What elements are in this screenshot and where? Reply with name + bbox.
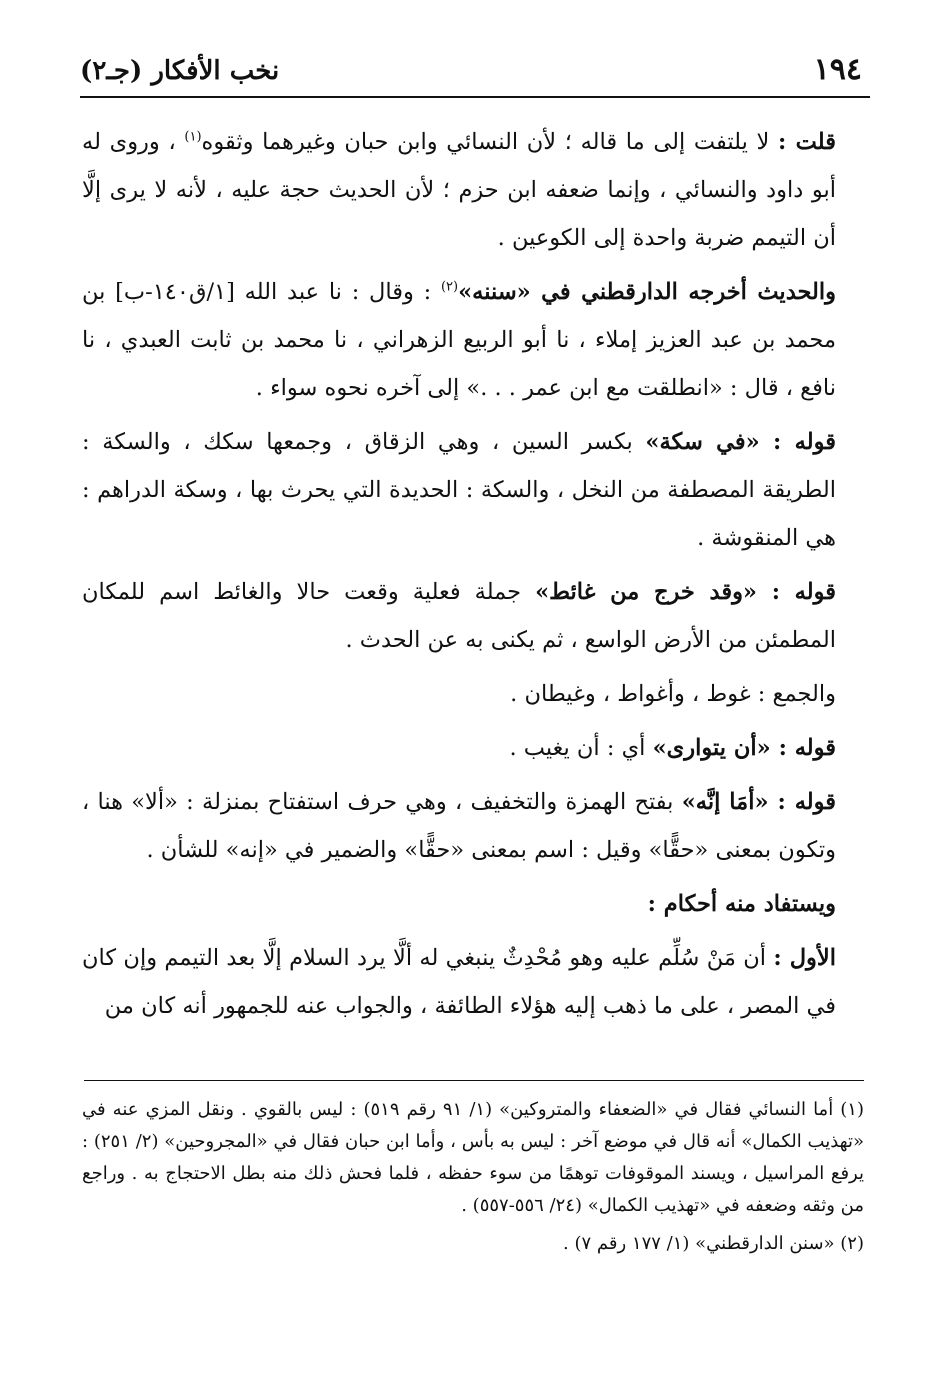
paragraph-lead: قوله : «وقد خرج من غائط» [535, 579, 836, 605]
footnotes [82, 1094, 864, 1266]
paragraph [82, 418, 864, 562]
paragraph-lead: قوله : «في سكة» [645, 429, 836, 455]
section-heading [82, 880, 864, 928]
footnote-ref[interactable]: (٢) [440, 279, 459, 295]
footnote-ref[interactable]: (١) [184, 129, 202, 145]
paragraph [82, 118, 864, 262]
paragraph-tail: ، وروى له أبو داود والنسائي ، وإنما ضعفه ابن حزم ؛ لأن الحديث حجة عليه ، لأنه لا يرى إلَّا أن التيمم ضربة واحدة إلى الكوعين . [82, 129, 836, 251]
footnote-divider [84, 1080, 864, 1081]
footnote: (١) أما النسائي فقال في «الضعفاء والمتروكين» (١/ ٩١ رقم ٥١٩) : ليس بالقوي . ونقل المزي عنه في «تهذيب الكمال» أنه قال في موضع آخر : ليس به بأس ، وأما ابن حبان فقال في «المجروحين» (٢/ ٢٥١) : يرفع المراسيل ، ويسند الموقوفات توهمًا من سوء حفظه ، فلما فحش ذلك منه بطل الاحتجاج به . وراجع من وثقه وضعفه في «تهذيب الكمال» (٢٤/ ٥٥٦-٥٥٧) . [82, 1099, 864, 1216]
paragraph-lead: ويستفاد منه أحكام : [647, 891, 836, 917]
paragraph-lead: قوله : «أمَا إنَّه» [681, 789, 837, 815]
paragraph [82, 268, 864, 412]
paragraph-text: أي : أن يغيب . [509, 735, 653, 761]
paragraph-text: والجمع : غوط ، وأغواط ، وغيطان . [510, 681, 836, 707]
paragraph-tail: : وقال : نا عبد الله [١/ق١٤٠-ب] بن محمد بن عبد العزيز إملاء ، نا أبو الربيع الزهراني ، نا محمد بن ثابت العبدي ، نا نافع ، قال : «انطلقت مع ابن عمر . . .» إلى آخره نحوه سواء . [82, 279, 836, 401]
paragraph-text: بفتح الهمزة والتخفيف ، وهي حرف استفتاح بمنزلة : «ألا» هنا ، وتكون بمعنى «حقًّا» وقيل : اسم بمعنى «حقًّا» والضمير في «إنه» للشأن . [82, 789, 836, 863]
page-header [80, 50, 870, 98]
paragraph-text: بكسر السين ، وهي الزقاق ، وجمعها سكك ، والسكة : الطريقة المصطفة من النخل ، والسكة : الحديدة التي يحرث بها ، وسكة الدراهم : هي المنقوشة . [82, 429, 836, 551]
main-text [82, 118, 864, 1036]
paragraph-lead: قلت : [778, 129, 836, 155]
paragraph [82, 724, 864, 772]
paragraph-text: جملة فعلية وقعت حالا والغائط اسم للمكان المطمئن من الأرض الواسع ، ثم يكنى به عن الحدث . [82, 579, 836, 653]
page-number: ١٩٤ [813, 52, 862, 87]
paragraph-lead: الأول : [773, 945, 836, 971]
paragraph [82, 568, 864, 664]
paragraph [82, 934, 864, 1030]
paragraph-lead: والحديث أخرجه الدارقطني في «سننه» [458, 279, 836, 305]
paragraph [82, 778, 864, 874]
paragraph-text: لا يلتفت إلى ما قاله ؛ لأن النسائي وابن حبان وغيرهما وثقوه [201, 129, 779, 155]
paragraph-lead: قوله : «أن يتوارى» [652, 735, 836, 761]
book-title: نخب الأفكار (جـ٢) [80, 56, 280, 86]
paragraph-text: أن مَنْ سُلِّم عليه وهو مُحْدِثٌ ينبغي له ألَّا يرد السلام إلَّا بعد التيمم وإن كان في المصر ، على ما ذهب إليه هؤلاء الطائفة ، والجواب عنه للجمهور أنه كان من [82, 945, 836, 1019]
paragraph [82, 670, 864, 718]
footnote: (٢) «سنن الدارقطني» (١/ ١٧٧ رقم ٧) . [563, 1233, 864, 1254]
